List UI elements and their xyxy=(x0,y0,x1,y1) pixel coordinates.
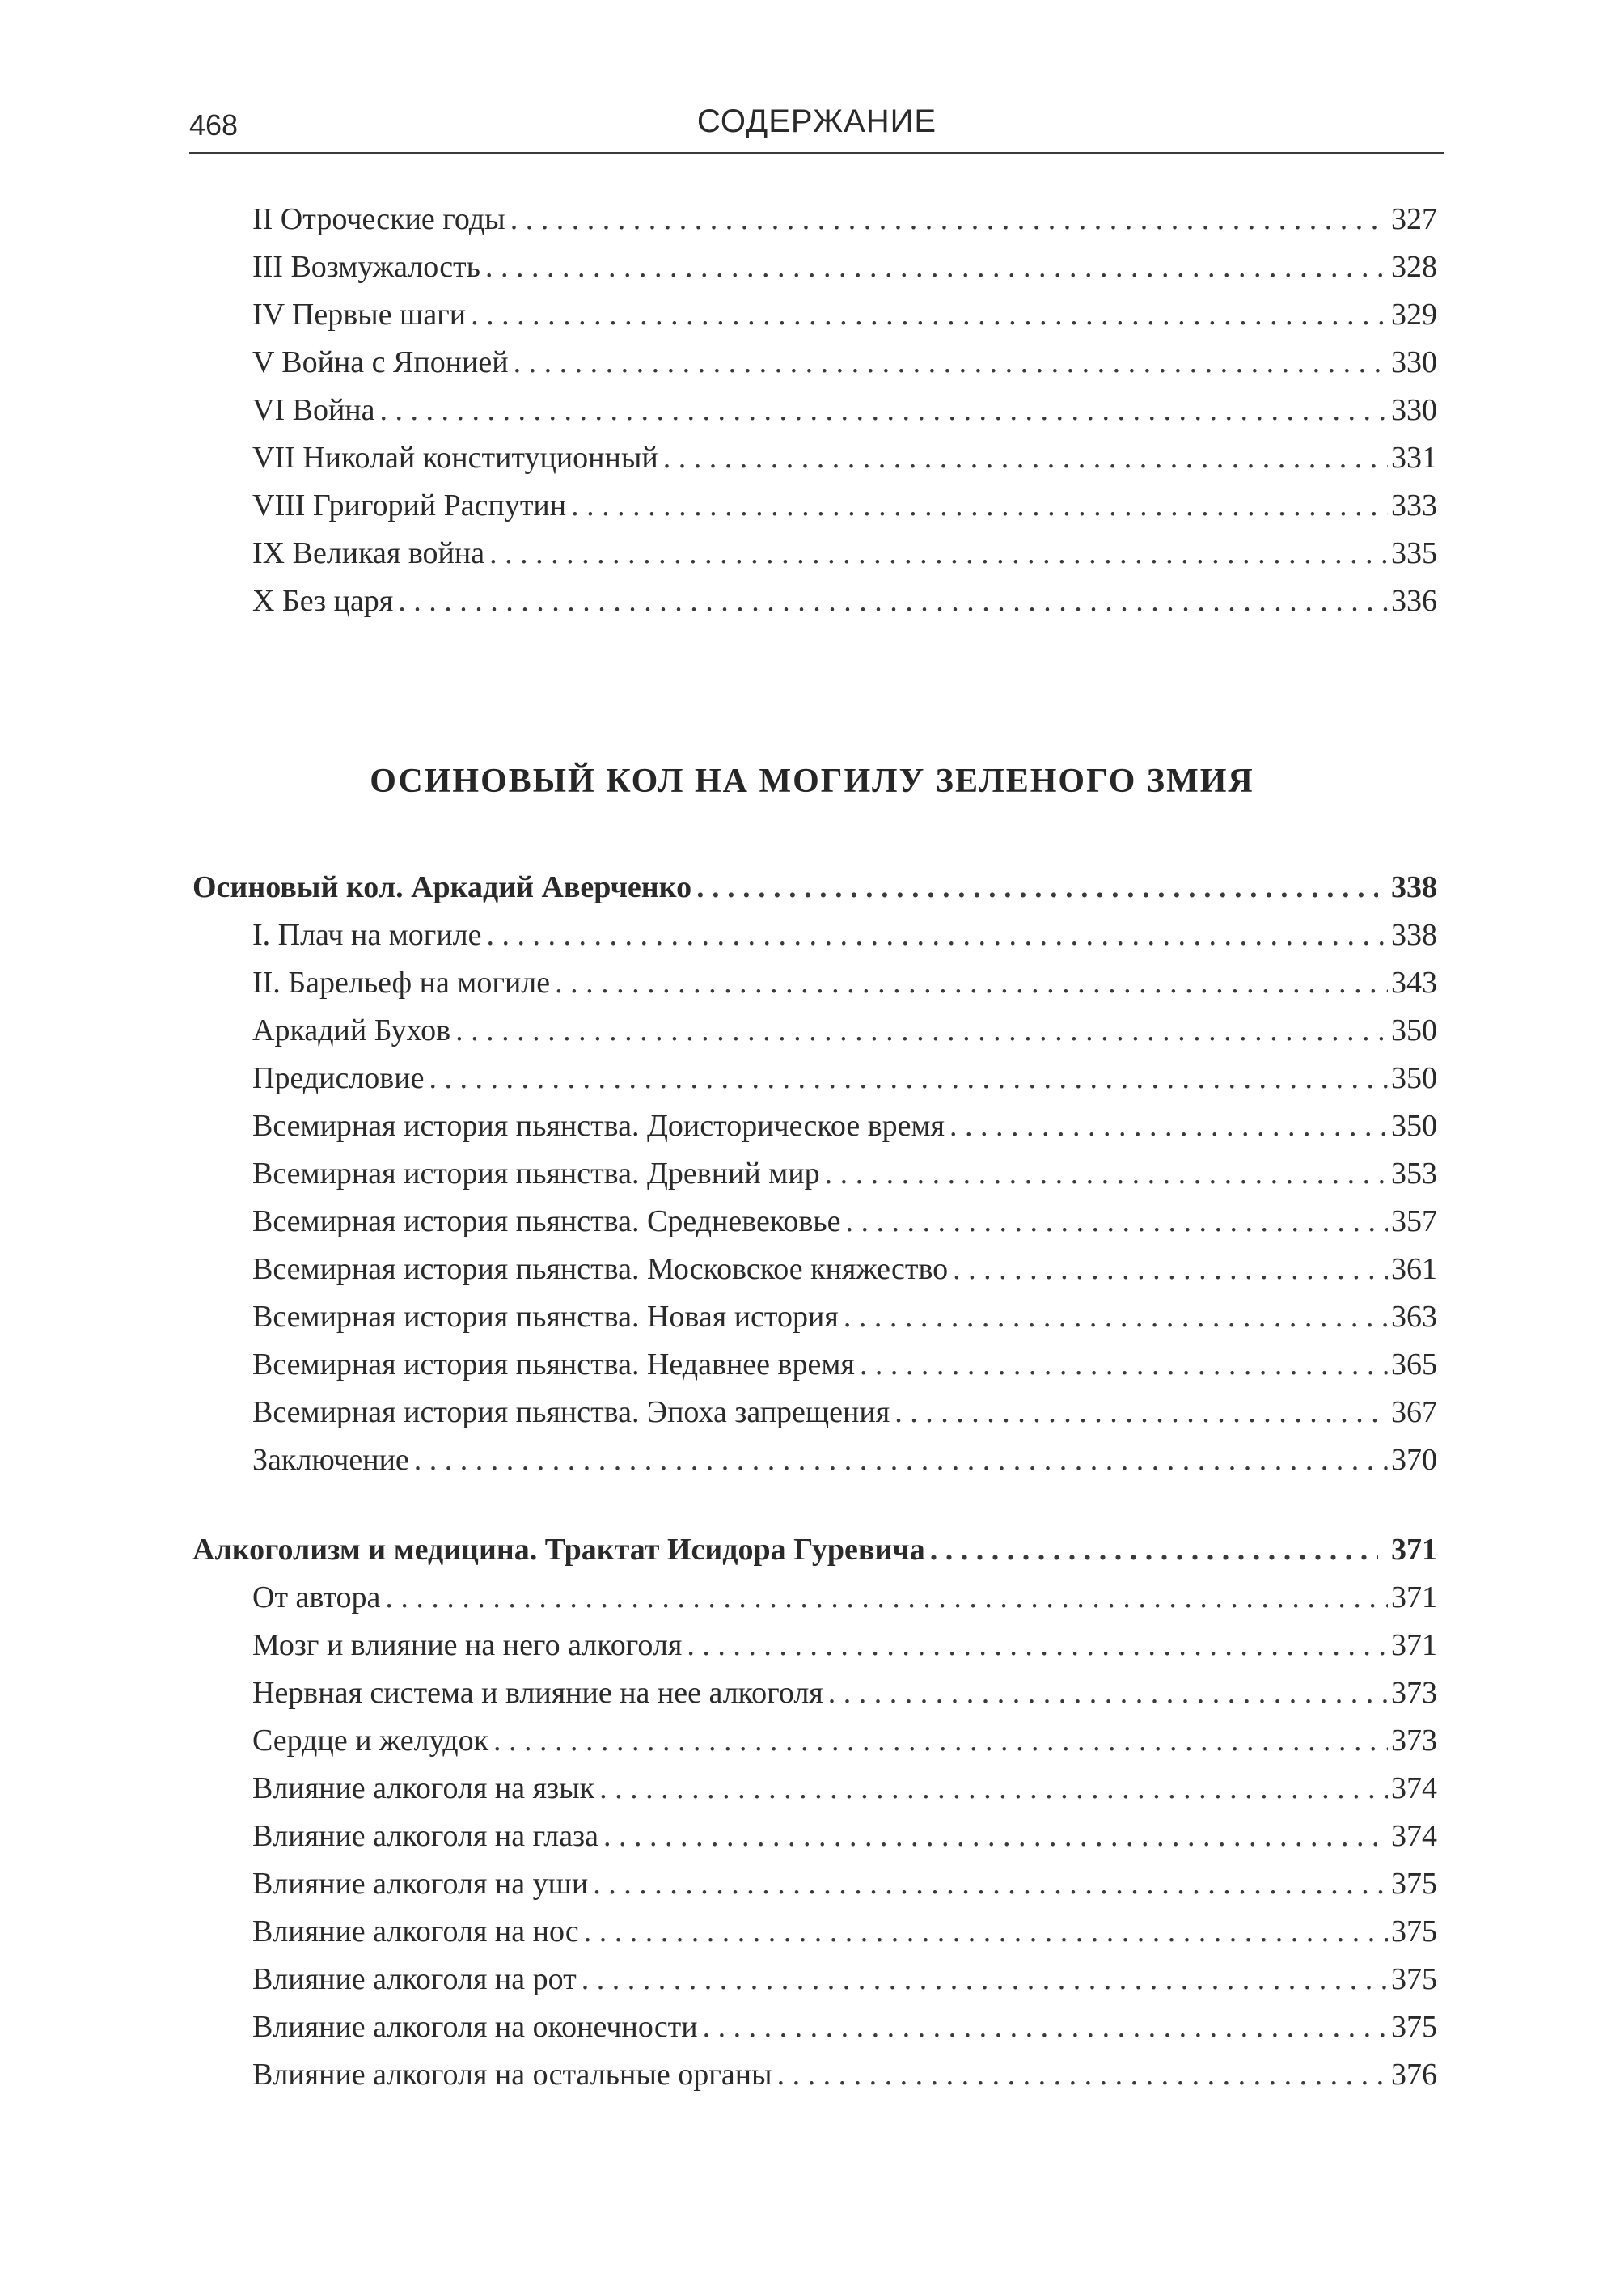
dot-leader xyxy=(455,1010,1388,1051)
toc-entry-page: 363 xyxy=(1391,1300,1437,1334)
toc-entry-page: 376 xyxy=(1391,2058,1437,2092)
toc-entry-page: 338 xyxy=(1391,918,1437,952)
dot-leader xyxy=(584,1911,1388,1952)
toc-entry-title: I. Плач на могиле xyxy=(252,918,482,952)
toc-entry-title: Заключение xyxy=(252,1443,409,1477)
toc-entry-title: Нервная система и влияние на нее алкоголя xyxy=(252,1676,823,1710)
toc-entry-page: 350 xyxy=(1391,1013,1437,1047)
dot-leader xyxy=(571,485,1388,526)
dot-leader xyxy=(603,1816,1388,1856)
toc-entry[interactable] xyxy=(252,438,1437,478)
dot-leader xyxy=(379,390,1388,430)
dot-leader xyxy=(696,867,1378,907)
dot-leader xyxy=(949,1106,1388,1146)
toc-entry[interactable] xyxy=(252,1720,1437,1761)
toc-entry[interactable] xyxy=(252,581,1437,621)
toc-entry-page: 361 xyxy=(1391,1252,1437,1286)
toc-entry-page: 330 xyxy=(1391,345,1437,379)
toc-entry-title: II Отроческие годы xyxy=(252,202,505,236)
toc-entry-page: 335 xyxy=(1391,536,1437,570)
dot-leader xyxy=(487,915,1388,955)
toc-entry[interactable] xyxy=(252,1959,1437,1999)
toc-entry-page: 328 xyxy=(1391,250,1437,284)
toc-entry-page: 375 xyxy=(1391,1962,1437,1996)
dot-leader xyxy=(510,199,1388,239)
toc-entry[interactable] xyxy=(252,1010,1437,1051)
toc-entry-title: Всемирная история пьянства. Доисторическое время xyxy=(252,1109,945,1143)
toc-entry-title: IX Великая война xyxy=(252,536,485,570)
toc-entry[interactable] xyxy=(252,247,1437,287)
page-header xyxy=(189,102,1444,150)
toc-entry-title: От автора xyxy=(252,1580,381,1614)
toc-entry[interactable] xyxy=(252,390,1437,430)
toc-entry-page: 371 xyxy=(1391,1580,1437,1614)
toc-part-page: 338 xyxy=(1391,870,1437,904)
toc-entry[interactable] xyxy=(252,1344,1437,1385)
toc-entry[interactable] xyxy=(252,294,1437,335)
toc-entry[interactable] xyxy=(252,1249,1437,1289)
dot-leader xyxy=(429,1058,1388,1098)
toc-entry-page: 327 xyxy=(1391,202,1437,236)
toc-part-title: Алкоголизм и медицина. Трактат Исидора Гуревича xyxy=(192,1533,925,1567)
toc-entry[interactable] xyxy=(252,1577,1437,1618)
toc-entry-page: 330 xyxy=(1391,393,1437,427)
dot-leader xyxy=(844,1297,1388,1337)
toc-part-heading[interactable] xyxy=(192,1529,1437,1570)
toc-entry-title: Всемирная история пьянства. Эпоха запрещения xyxy=(252,1395,890,1429)
toc-entry-title: IV Первые шаги xyxy=(252,298,467,332)
dot-leader xyxy=(593,1864,1388,1904)
toc-entry-page: 350 xyxy=(1391,1109,1437,1143)
toc-entry-title: Всемирная история пьянства. Недавнее время xyxy=(252,1347,855,1381)
dot-leader xyxy=(385,1577,1388,1618)
toc-entry-page: 370 xyxy=(1391,1443,1437,1477)
toc-entry-title: Влияние алкоголя на нос xyxy=(252,1914,579,1948)
toc-entry[interactable] xyxy=(252,1201,1437,1242)
dot-leader xyxy=(894,1392,1388,1432)
toc-entry-page: 333 xyxy=(1391,489,1437,522)
toc-entry-title: X Без царя xyxy=(252,584,394,618)
toc-entry[interactable] xyxy=(252,1153,1437,1194)
dot-leader xyxy=(860,1344,1388,1385)
toc-entry-title: Влияние алкоголя на оконечности xyxy=(252,2010,698,2044)
dot-leader xyxy=(493,1720,1388,1761)
toc-entry-page: 375 xyxy=(1391,1914,1437,1948)
running-title: СОДЕРЖАНИЕ xyxy=(696,104,937,139)
toc-entry-title: V Война с Японией xyxy=(252,345,509,379)
toc-entry-title: VI Война xyxy=(252,393,375,427)
page-number: 468 xyxy=(189,108,239,142)
dot-leader xyxy=(599,1768,1388,1809)
toc-entry[interactable] xyxy=(252,915,1437,955)
toc-entry-page: 373 xyxy=(1391,1676,1437,1710)
toc-entry-page: 373 xyxy=(1391,1724,1437,1758)
toc-part-heading[interactable] xyxy=(192,867,1437,907)
toc-entry-page: 353 xyxy=(1391,1157,1437,1191)
toc-entry-page: 375 xyxy=(1391,1867,1437,1901)
toc-entry-page: 375 xyxy=(1391,2010,1437,2044)
toc-entry[interactable] xyxy=(252,199,1437,239)
dot-leader xyxy=(687,1625,1388,1665)
toc-entry-title: II. Барельеф на могиле xyxy=(252,966,551,1000)
toc-entry[interactable] xyxy=(252,1816,1437,1856)
toc-entry-page: 329 xyxy=(1391,298,1437,332)
dot-leader xyxy=(514,342,1388,383)
toc-entry-title: Всемирная история пьянства. Средневековье xyxy=(252,1204,841,1238)
toc-entry[interactable] xyxy=(252,1392,1437,1432)
toc-entry-page: 357 xyxy=(1391,1204,1437,1238)
dot-leader xyxy=(398,581,1388,621)
dot-leader xyxy=(471,294,1388,335)
toc-entry[interactable] xyxy=(252,1297,1437,1337)
dot-leader xyxy=(582,1959,1388,1999)
toc-entry-title: VIII Григорий Распутин xyxy=(252,489,567,522)
toc-entry-title: Влияние алкоголя на рот xyxy=(252,1962,577,1996)
toc-entry[interactable] xyxy=(252,1106,1437,1146)
toc-entry-page: 365 xyxy=(1391,1347,1437,1381)
toc-entry[interactable] xyxy=(252,1911,1437,1952)
toc-entry[interactable] xyxy=(252,1058,1437,1098)
toc-entry-title: Влияние алкоголя на уши xyxy=(252,1867,589,1901)
dot-leader xyxy=(846,1201,1389,1242)
toc-entry-title: Предисловие xyxy=(252,1061,425,1095)
toc-entry[interactable] xyxy=(252,485,1437,526)
toc-part-title: Осиновый кол. Аркадий Аверченко xyxy=(192,870,692,904)
toc-entry-title: Всемирная история пьянства. Древний мир xyxy=(252,1157,820,1191)
toc-entry-page: 350 xyxy=(1391,1061,1437,1095)
header-rule xyxy=(189,152,1444,154)
dot-leader xyxy=(663,438,1388,478)
toc-entry[interactable] xyxy=(252,1673,1437,1713)
toc-entry[interactable] xyxy=(252,533,1437,573)
toc-entry-title: Всемирная история пьянства. Новая история xyxy=(252,1300,839,1334)
dot-leader xyxy=(414,1440,1388,1480)
toc-entry[interactable] xyxy=(252,1768,1437,1809)
dot-leader xyxy=(489,533,1388,573)
dot-leader xyxy=(825,1153,1388,1194)
toc-entry[interactable] xyxy=(252,1864,1437,1904)
toc-entry-title: Аркадий Бухов xyxy=(252,1013,451,1047)
toc-entry-title: Сердце и желудок xyxy=(252,1724,489,1758)
toc-entry[interactable] xyxy=(252,2054,1437,2095)
toc-entry-page: 336 xyxy=(1391,584,1437,618)
toc-entry[interactable] xyxy=(252,1625,1437,1665)
dot-leader xyxy=(703,2007,1388,2047)
toc-entry-page: 343 xyxy=(1391,966,1437,1000)
toc-entry[interactable] xyxy=(252,1440,1437,1480)
toc-entry-page: 367 xyxy=(1391,1395,1437,1429)
toc-entry-title: Мозг и влияние на него алкоголя xyxy=(252,1628,683,1662)
dot-leader xyxy=(828,1673,1388,1713)
dot-leader xyxy=(485,247,1388,287)
toc-entry[interactable] xyxy=(252,2007,1437,2047)
section-heading: ОСИНОВЫЙ КОЛ НА МОГИЛУ ЗЕЛЕНОГО ЗМИЯ xyxy=(370,763,1254,800)
toc-entry-title: Влияние алкоголя на глаза xyxy=(252,1819,599,1853)
dot-leader xyxy=(953,1249,1388,1289)
dot-leader xyxy=(777,2054,1388,2095)
toc-entry[interactable] xyxy=(252,342,1437,383)
dot-leader xyxy=(555,962,1388,1003)
toc-entry-page: 374 xyxy=(1391,1771,1437,1805)
toc-entry-title: VII Николай конституционный xyxy=(252,441,658,475)
toc-entry-title: III Возмужалость xyxy=(252,250,480,284)
toc-entry-page: 374 xyxy=(1391,1819,1437,1853)
toc-entry-title: Влияние алкоголя на остальные органы xyxy=(252,2058,772,2092)
toc-entry-page: 371 xyxy=(1391,1628,1437,1662)
toc-entry-page: 331 xyxy=(1391,441,1437,475)
toc-entry-title: Всемирная история пьянства. Московское княжество xyxy=(252,1252,949,1286)
dot-leader xyxy=(930,1529,1378,1570)
toc-part-page: 371 xyxy=(1391,1533,1437,1567)
toc-entry[interactable] xyxy=(252,962,1437,1003)
toc-entry-title: Влияние алкоголя на язык xyxy=(252,1771,595,1805)
